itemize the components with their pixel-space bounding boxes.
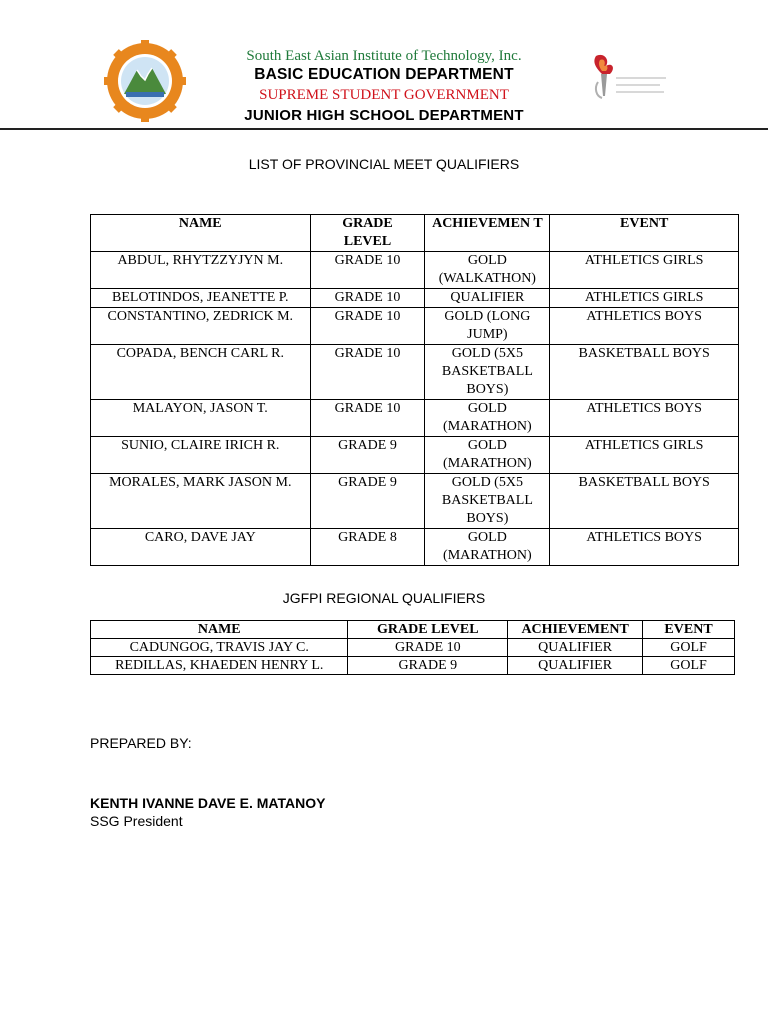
cell-grade: GRADE 10 (348, 639, 508, 657)
institution-name: South East Asian Institute of Technology, Inc. (246, 48, 522, 64)
cell-grade: GRADE 10 (310, 345, 425, 400)
signatory-name: KENTH IVANNE DAVE E. MATANOY (90, 795, 326, 811)
col-achievement: ACHIEVEMEN T (425, 215, 550, 252)
cell-grade: GRADE 9 (310, 474, 425, 529)
prepared-by-label: PREPARED BY: (90, 735, 192, 751)
cell-grade: GRADE 10 (310, 252, 425, 289)
cell-name: BELOTINDOS, JEANETTE P. (91, 289, 311, 308)
cell-name: CONSTANTINO, ZEDRICK M. (91, 308, 311, 345)
cell-event: ATHLETICS GIRLS (550, 437, 739, 474)
sub-department-name: JUNIOR HIGH SCHOOL DEPARTMENT (244, 107, 524, 124)
col-name: NAME (91, 621, 348, 639)
cell-achievement: QUALIFIER (425, 289, 550, 308)
table-row (91, 308, 739, 345)
cell-event: GOLF (643, 657, 735, 675)
table-row (91, 639, 735, 657)
government-name: SUPREME STUDENT GOVERNMENT (259, 87, 509, 103)
cell-achievement: GOLD (MARATHON) (425, 437, 550, 474)
table-header-row (91, 621, 735, 639)
table-row (91, 345, 739, 400)
cell-achievement: QUALIFIER (508, 639, 643, 657)
col-event: EVENT (643, 621, 735, 639)
cell-achievement: GOLD (5X5 BASKETBALL BOYS) (425, 474, 550, 529)
cell-name: COPADA, BENCH CARL R. (91, 345, 311, 400)
cell-achievement: GOLD (LONG JUMP) (425, 308, 550, 345)
cell-name: MORALES, MARK JASON M. (91, 474, 311, 529)
cell-event: BASKETBALL BOYS (550, 474, 739, 529)
table-header-row (91, 215, 739, 252)
cell-achievement: GOLD (5X5 BASKETBALL BOYS) (425, 345, 550, 400)
provincial-title: LIST OF PROVINCIAL MEET QUALIFIERS (248, 156, 520, 172)
table-row (91, 289, 739, 308)
cell-event: ATHLETICS GIRLS (550, 289, 739, 308)
cell-event: GOLF (643, 639, 735, 657)
col-grade: GRADE LEVEL (348, 621, 508, 639)
cell-grade: GRADE 9 (348, 657, 508, 675)
table-row (91, 657, 735, 675)
cell-event: BASKETBALL BOYS (550, 345, 739, 400)
cell-grade: GRADE 9 (310, 437, 425, 474)
cell-achievement: GOLD (WALKATHON) (425, 252, 550, 289)
col-achievement: ACHIEVEMENT (508, 621, 643, 639)
cell-name: MALAYON, JASON T. (91, 400, 311, 437)
table-row (91, 400, 739, 437)
table-row (91, 474, 739, 529)
cell-name: REDILLAS, KHAEDEN HENRY L. (91, 657, 348, 675)
cell-achievement: GOLD (MARATHON) (425, 400, 550, 437)
cell-event: ATHLETICS BOYS (550, 400, 739, 437)
cell-achievement: QUALIFIER (508, 657, 643, 675)
cell-event: ATHLETICS BOYS (550, 308, 739, 345)
cell-name: CARO, DAVE JAY (91, 529, 311, 566)
cell-event: ATHLETICS BOYS (550, 529, 739, 566)
cell-grade: GRADE 8 (310, 529, 425, 566)
department-name: BASIC EDUCATION DEPARTMENT (254, 66, 514, 83)
cell-grade: GRADE 10 (310, 308, 425, 345)
cell-event: ATHLETICS GIRLS (550, 252, 739, 289)
header-divider (0, 128, 768, 130)
cell-achievement: GOLD (MARATHON) (425, 529, 550, 566)
table-row (91, 437, 739, 474)
cell-grade: GRADE 10 (310, 400, 425, 437)
cell-name: ABDUL, RHYTZZYJYN M. (91, 252, 311, 289)
provincial-table (90, 214, 739, 566)
signatory-role: SSG President (90, 813, 183, 829)
cell-name: CADUNGOG, TRAVIS JAY C. (91, 639, 348, 657)
col-name: NAME (91, 215, 311, 252)
col-grade: GRADE LEVEL (310, 215, 425, 252)
cell-grade: GRADE 10 (310, 289, 425, 308)
col-event: EVENT (550, 215, 739, 252)
cell-name: SUNIO, CLAIRE IRICH R. (91, 437, 311, 474)
table-row (91, 529, 739, 566)
table-row (91, 252, 739, 289)
regional-title: JGFPI REGIONAL QUALIFIERS (282, 590, 486, 606)
regional-table (90, 620, 735, 675)
